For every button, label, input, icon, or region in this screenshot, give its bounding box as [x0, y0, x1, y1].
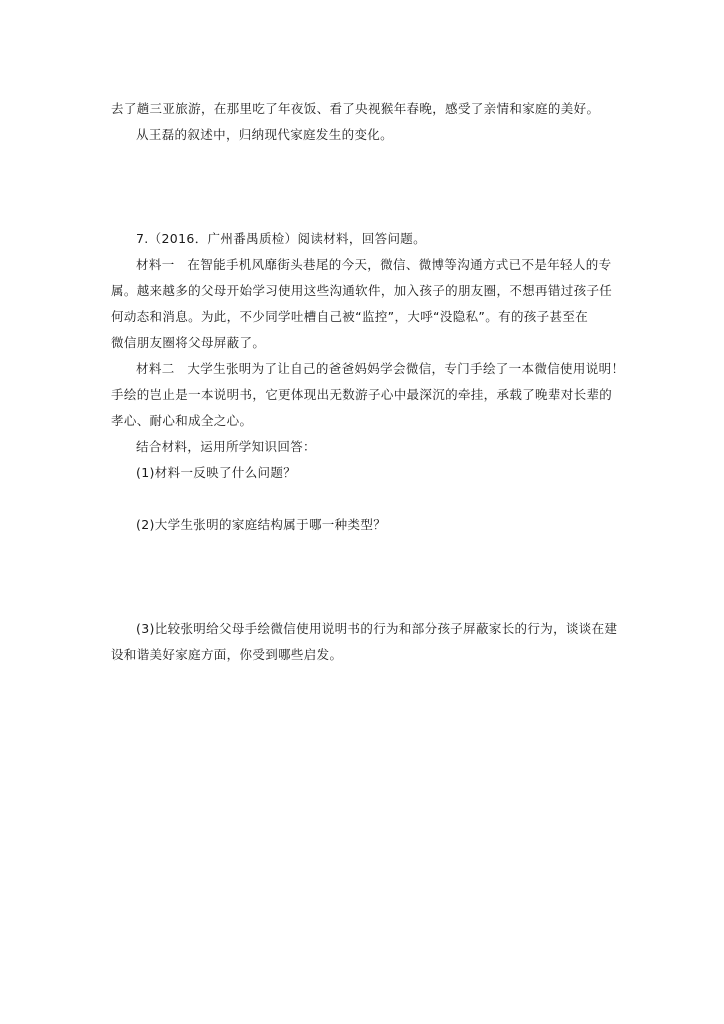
intro-prompt: 从王磊的叙述中，归纳现代家庭发生的变化。	[136, 127, 394, 142]
instruction: 结合材料，运用所学知识回答：	[136, 439, 316, 454]
sub-question-3-line: (3)比较张明给父母手绘微信使用说明书的行为和部分孩子屏蔽家长的行为，谈谈在建	[136, 621, 618, 636]
material-2-line: 材料二 大学生张明为了让自己的爸爸妈妈学会微信，专门手绘了一本微信使用说明！	[136, 361, 625, 376]
material-2-line: 手绘的岂止是一本说明书，它更体现出无数游子心中最深沉的牵挂，承载了晚辈对长辈的	[111, 387, 613, 402]
material-1-line: 何动态和消息。为此，不少同学吐槽自己被“监控”，大呼“没隐私”。有的孩子甚至在	[111, 309, 589, 324]
sub-question-1: (1)材料一反映了什么问题？	[136, 465, 297, 480]
intro-line: 去了趟三亚旅游，在那里吃了年夜饭、看了央视猴年春晚，感受了亲情和家庭的美好。	[111, 101, 600, 116]
material-1-line: 微信朋友圈将父母屏蔽了。	[111, 335, 266, 350]
material-1-line: 材料一 在智能手机风靡街头巷尾的今天，微信、微博等沟通方式已不是年轻人的专	[136, 257, 612, 272]
material-1-line: 属。越来越多的父母开始学习使用这些沟通软件，加入孩子的朋友圈，不想再错过孩子任	[111, 283, 613, 298]
sub-question-3-line: 设和谐美好家庭方面，你受到哪些启发。	[111, 647, 343, 662]
sub-question-2: (2)大学生张明的家庭结构属于哪一种类型？	[136, 517, 387, 532]
material-2-line: 孝心、耐心和成全之心。	[111, 413, 253, 428]
question-7-title: 7.（2016．广州番禺质检）阅读材料，回答问题。	[136, 231, 426, 246]
